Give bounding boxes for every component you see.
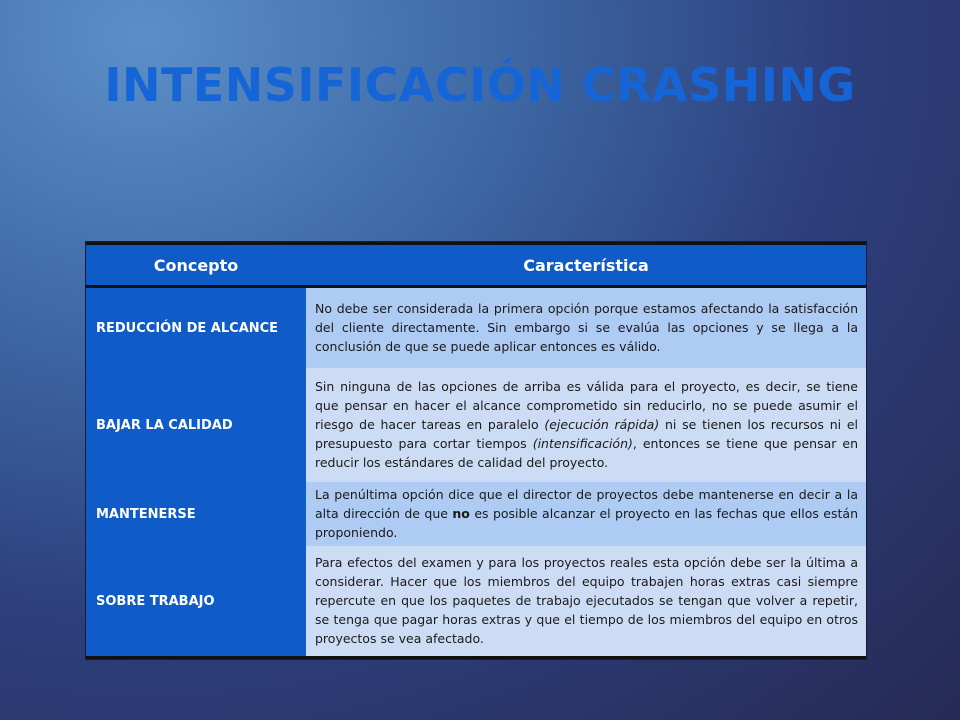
description-text: La penúltima opción dice que el director de proyectos debe mantenerse en decir a la alta dirección de que [315,487,858,521]
header-feature: Característica [306,244,866,287]
crashing-table [86,242,866,659]
header-concept: Concepto [86,244,306,287]
description-cell [306,287,866,369]
table-row [86,368,866,482]
description-text: es posible alcanzar el proyecto en las fechas que ellos están proponiendo. [315,506,858,540]
concept-cell: MANTENERSE [86,482,306,546]
slide-title: INTENSIFICACIÓN CRASHING [104,58,856,112]
table-row [86,546,866,658]
concept-cell: BAJAR LA CALIDAD [86,368,306,482]
description-text: No debe ser considerada la primera opción porque estamos afectando la satisfacción del cliente directamente. Sin embargo si se evalúa las opciones y se llega a la conclusión de que se puede aplicar entonces es válido. [315,301,858,354]
table-row [86,287,866,369]
table-header-row [86,244,866,287]
table-row [86,482,866,546]
concept-cell: REDUCCIÓN DE ALCANCE [86,287,306,369]
description-cell [306,482,866,546]
description-bold: no [452,506,470,521]
description-text: Sin ninguna de las opciones de arriba es válida para el proyecto, es decir, se tiene que pensar en hacer el alcance comprometido sin reducirlo, no se puede asumir el riesgo de hacer tareas en paralelo [315,379,858,432]
description-cell [306,368,866,482]
concept-cell: SOBRE TRABAJO [86,546,306,658]
description-text: , entonces se tiene que pensar en reducir los estándares de calidad del proyecto. [315,436,859,470]
description-italic: (ejecución rápida) [544,417,660,432]
description-cell [306,546,866,658]
description-text: Para efectos del examen y para los proyectos reales esta opción debe ser la última a considerar. Hacer que los miembros del equipo trabajen horas extras casi siempre repercute en que los paquetes de trabajo ejecutados se tengan que volver a repetir, se tenga que pagar horas extras y que el tiempo de los miembros del equipo en otros proyectos se vea afectado. [315,555,858,646]
description-text: ni se tienen los recursos ni el presupuesto para cortar tiempos [315,417,858,451]
description-italic: (intensificación) [532,436,633,451]
